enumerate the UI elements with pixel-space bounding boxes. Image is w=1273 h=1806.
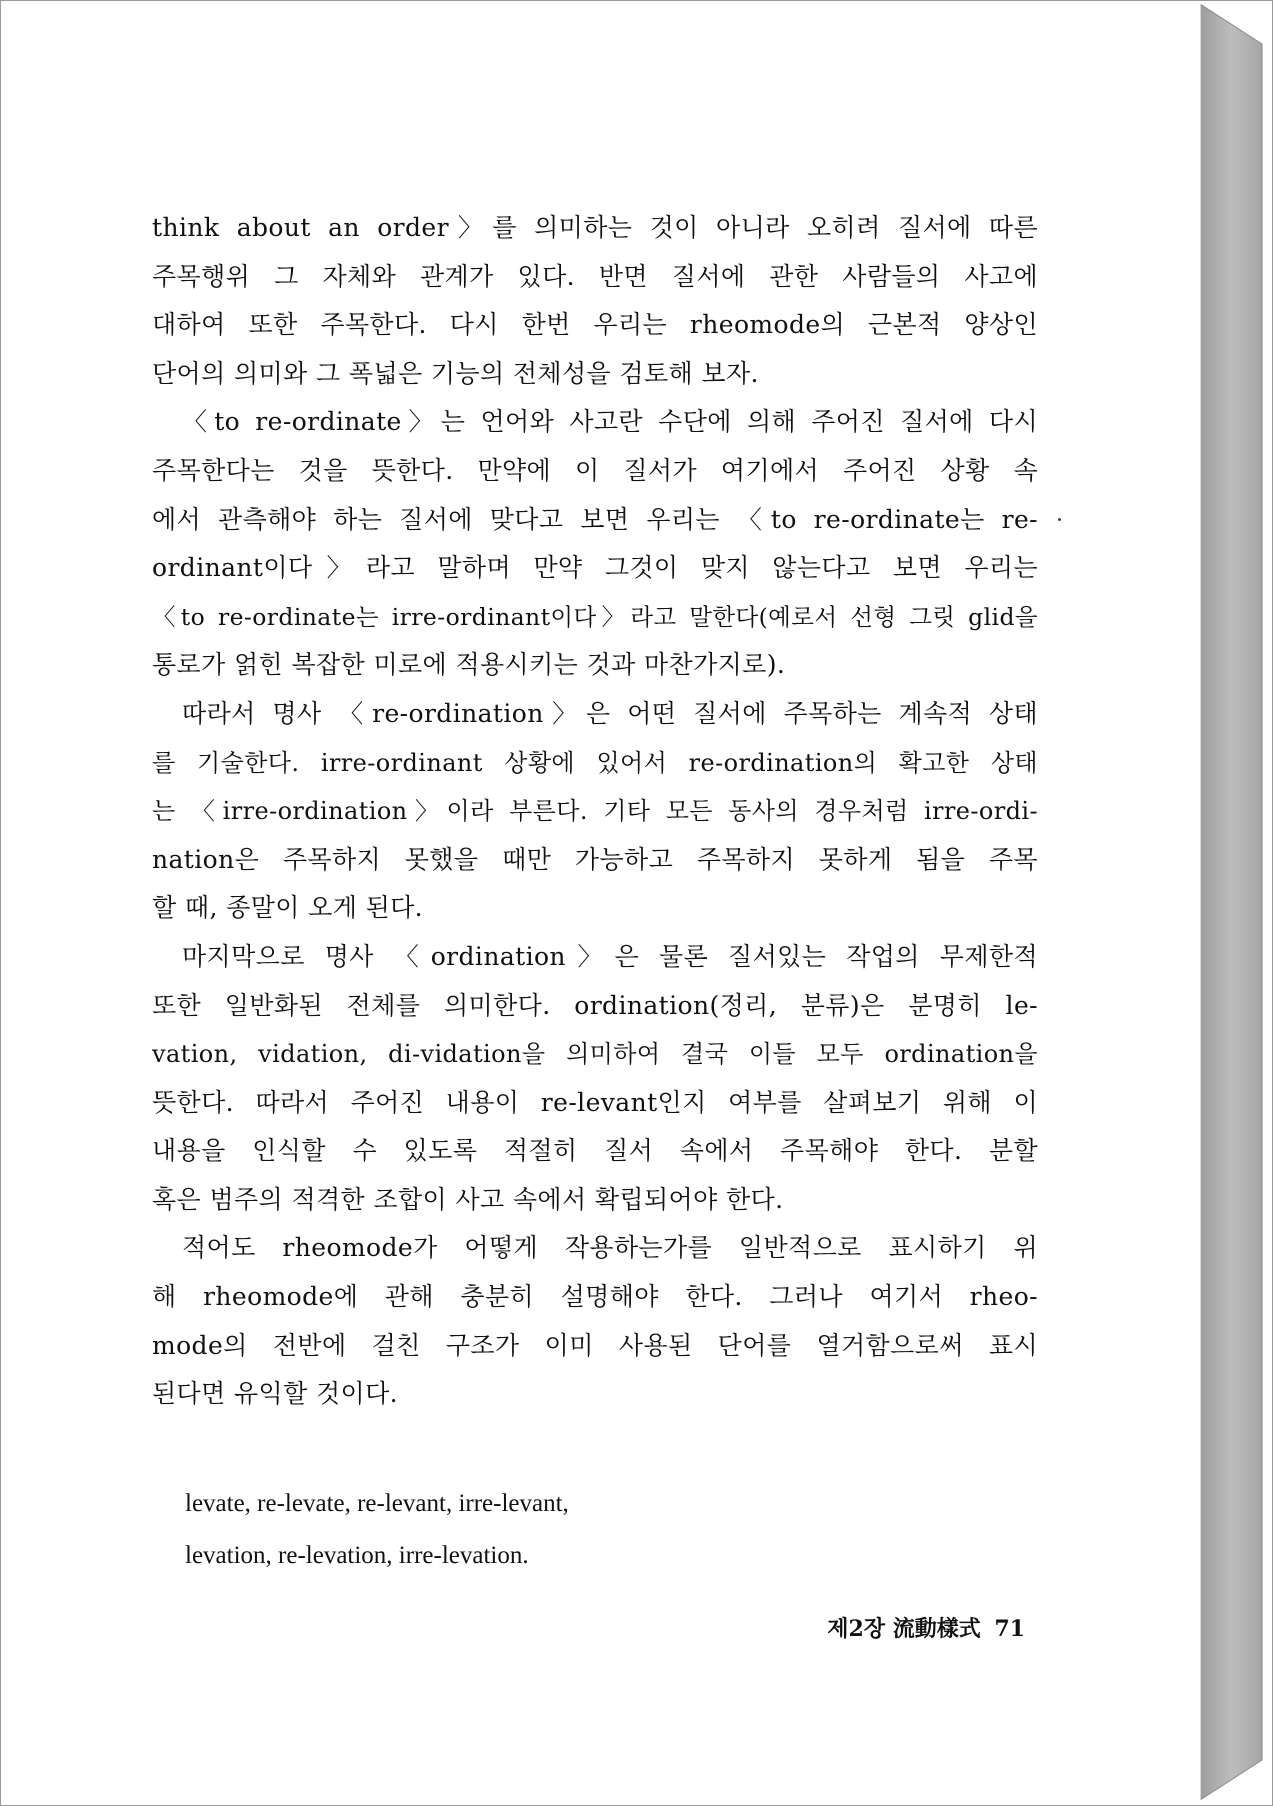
text-line: 또한 일반화된 전체를 의미한다. ordination(정리, 분류)은 분명히 le- (152, 990, 1038, 1020)
text-line: vation, vidation, di-vidation을 의미하여 결국 이들 모두 ordination을 (152, 1040, 1038, 1069)
text-line: 뜻한다. 따라서 주어진 내용이 re-levant인지 여부를 살펴보기 위해 이 (152, 1087, 1038, 1117)
text-line: ordinant이다〉라고 말하며 만약 그것이 맞지 않는다고 보면 우리는 (152, 553, 1038, 583)
text-line: 된다면 유익할 것이다. (152, 1379, 398, 1409)
word-list-line: levation, re-levation, irre-levation. (185, 1542, 529, 1569)
chapter-title: 제2장 流動樣式 (827, 1616, 981, 1642)
text-line: 통로가 얽힌 복잡한 미로에 적용시키는 것과 마찬가지로). (152, 650, 786, 680)
text-line: nation은 주목하지 못했을 때만 가능하고 주목하지 못하게 됨을 주목 (152, 844, 1038, 874)
body-text (152, 204, 1038, 1419)
text-line: 주목한다는 것을 뜻한다. 만약에 이 질서가 여기에서 주어진 상황 속 (152, 455, 1038, 485)
text-line: 는 〈irre-ordination〉이라 부른다. 기타 모든 동사의 경우처럼 irre-ordi- (152, 797, 1038, 826)
text-line: 주목행위 그 자체와 관계가 있다. 반면 질서에 관한 사람들의 사고에 (152, 261, 1038, 291)
page-edge-3d (1200, 4, 1264, 1800)
word-list-line: levate, re-levate, re-levant, irre-levant, (185, 1490, 569, 1517)
text-line: 단어의 의미와 그 폭넓은 기능의 전체성을 검토해 보자. (152, 358, 759, 388)
text-line: 〈to re-ordinate〉는 언어와 사고란 수단에 의해 주어진 질서에 다시 (182, 407, 1038, 437)
running-footer (821, 1612, 1025, 1643)
word-list (185, 1478, 569, 1582)
text-line: 할 때, 종말이 오게 된다. (152, 893, 424, 923)
text-line: 대하여 또한 주목한다. 다시 한번 우리는 rheomode의 근본적 양상인 (152, 310, 1038, 340)
text-line: 적어도 rheomode가 어떻게 작용하는가를 일반적으로 표시하기 위 (182, 1233, 1038, 1263)
text-line: 를 기술한다. irre-ordinant 상황에 있어서 re-ordination의 확고한 상태 (152, 748, 1038, 777)
text-line: 해 rheomode에 관해 충분히 설명해야 한다. 그러나 여기서 rheo- (152, 1282, 1038, 1312)
text-line: 〈to re-ordinate는 irre-ordinant이다〉라고 말한다(예로서 선형 그릿 glid을 (152, 602, 1038, 631)
text-line: 혹은 범주의 적격한 조합이 사고 속에서 확립되어야 한다. (152, 1184, 784, 1214)
page-number: 71 (994, 1616, 1025, 1642)
text-line: 마지막으로 명사 〈ordination〉은 물론 질서있는 작업의 무제한적 (182, 941, 1038, 971)
text-line: 내용을 인식할 수 있도록 적절히 질서 속에서 주목해야 한다. 분할 (152, 1136, 1038, 1166)
text-line: mode의 전반에 걸친 구조가 이미 사용된 단어를 열거함으로써 표시 (152, 1330, 1038, 1360)
text-line: 따라서 명사 〈re-ordination〉은 어떤 질서에 주목하는 계속적 상태 (182, 698, 1038, 728)
text-line: 에서 관측해야 하는 질서에 맞다고 보면 우리는 〈to re-ordinate는 re- (152, 504, 1038, 534)
text-line: think about an order〉를 의미하는 것이 아니라 오히려 질서에 따른 (152, 213, 1038, 242)
scan-speck (1058, 518, 1061, 521)
